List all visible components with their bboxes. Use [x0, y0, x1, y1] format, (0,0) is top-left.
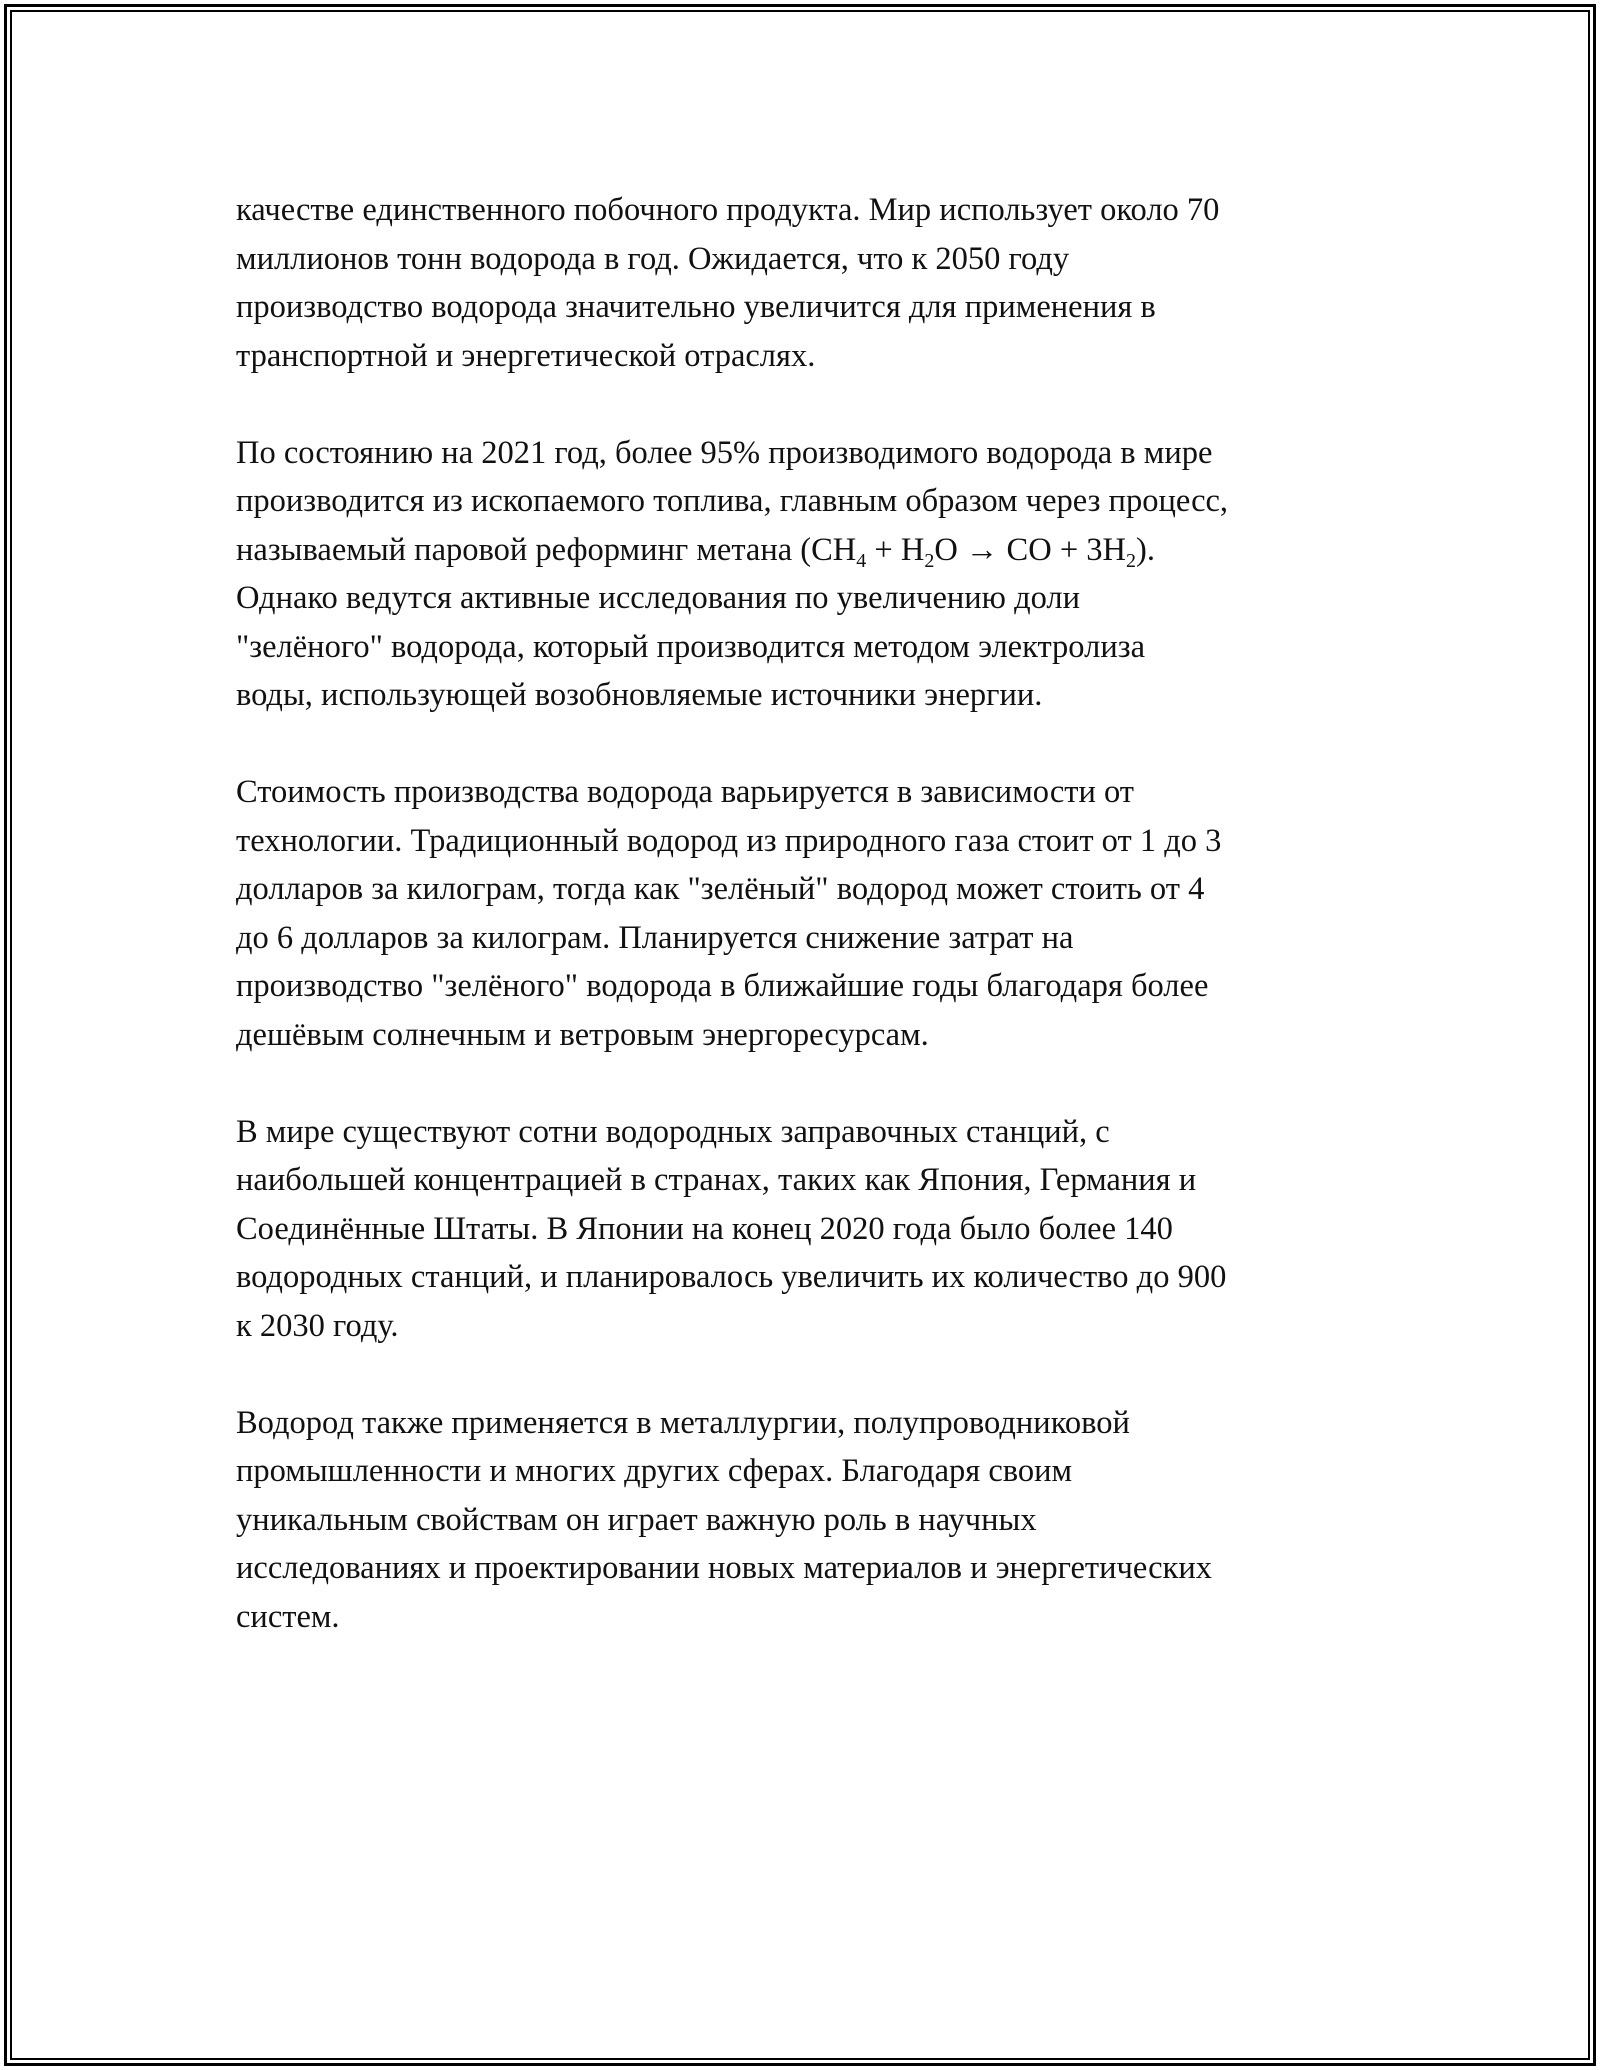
paragraph-2: [236, 429, 1366, 720]
text-line: до 6 долларов за килограм. Планируется снижение затрат на: [236, 919, 1074, 956]
text-line: промышленности и многих других сферах. Благодаря своим: [236, 1453, 1073, 1489]
text-line: к 2030 году.: [236, 1307, 399, 1344]
text-line: долларов за килограм, тогда как "зелёный" водород может стоить от 4: [236, 871, 1205, 907]
paragraph-5: [236, 1399, 1366, 1642]
text-line: уникальным свойствам он играет важную роль в научных: [236, 1501, 1037, 1538]
text-line: воды, использующей возобновляемые источники энергии.: [236, 677, 1043, 713]
text-line: производится из ископаемого топлива, главным образом через процесс,: [236, 483, 1229, 519]
text-line: дешёвым солнечным и ветровым энергоресурсам.: [236, 1016, 929, 1053]
formula-text: называемый паровой реформинг метана (CH: [236, 531, 857, 568]
text-line: миллионов тонн водорода в год. Ожидается, что к 2050 году: [236, 240, 1070, 277]
subscript: 2: [924, 549, 935, 572]
text-line: В мире существуют сотни водородных заправочных станций, с: [236, 1113, 1110, 1150]
text-line: Соединённые Штаты. В Японии на конец 2020 года было более 140: [236, 1210, 1173, 1247]
paragraph-1: [236, 186, 1366, 380]
text-line: исследованиях и проектировании новых материалов и энергетических: [236, 1550, 1212, 1586]
subscript: 4: [856, 549, 867, 572]
text-line: наибольшей концентрацией в странах, таких как Япония, Германия и: [236, 1162, 1197, 1198]
text-line: технологии. Традиционный водород из природного газа стоит от 1 до 3: [236, 822, 1222, 859]
text-line: производство водорода значительно увеличится для применения в: [236, 289, 1156, 325]
text-line: систем.: [236, 1598, 340, 1635]
document-body: [236, 186, 1366, 1690]
paragraph-3: [236, 768, 1366, 1059]
paragraph-4: [236, 1108, 1366, 1351]
formula-text: + H: [866, 531, 925, 568]
text-line: Водород также применяется в металлургии, полупроводниковой: [236, 1404, 1130, 1441]
formula-text: O → CO + 3H: [934, 531, 1126, 568]
text-line: водородных станций, и планировалось увеличить их количество до 900: [236, 1259, 1227, 1295]
formula-text: ).: [1136, 531, 1155, 568]
text-line: По состоянию на 2021 год, более 95% производимого водорода в мире: [236, 434, 1213, 471]
text-line: Стоимость производства водорода варьируется в зависимости от: [236, 774, 1134, 810]
text-line: транспортной и энергетической отраслях.: [236, 337, 816, 374]
formula-line: [236, 526, 1366, 575]
text-line: производство "зелёного" водорода в ближайшие годы благодаря более: [236, 968, 1209, 1004]
subscript: 2: [1126, 549, 1136, 572]
text-line: качестве единственного побочного продукта. Мир использует около 70: [236, 192, 1220, 228]
text-line: "зелёного" водорода, который производится методом электролиза: [236, 628, 1146, 665]
text-line: Однако ведутся активные исследования по увеличению доли: [236, 580, 1081, 616]
